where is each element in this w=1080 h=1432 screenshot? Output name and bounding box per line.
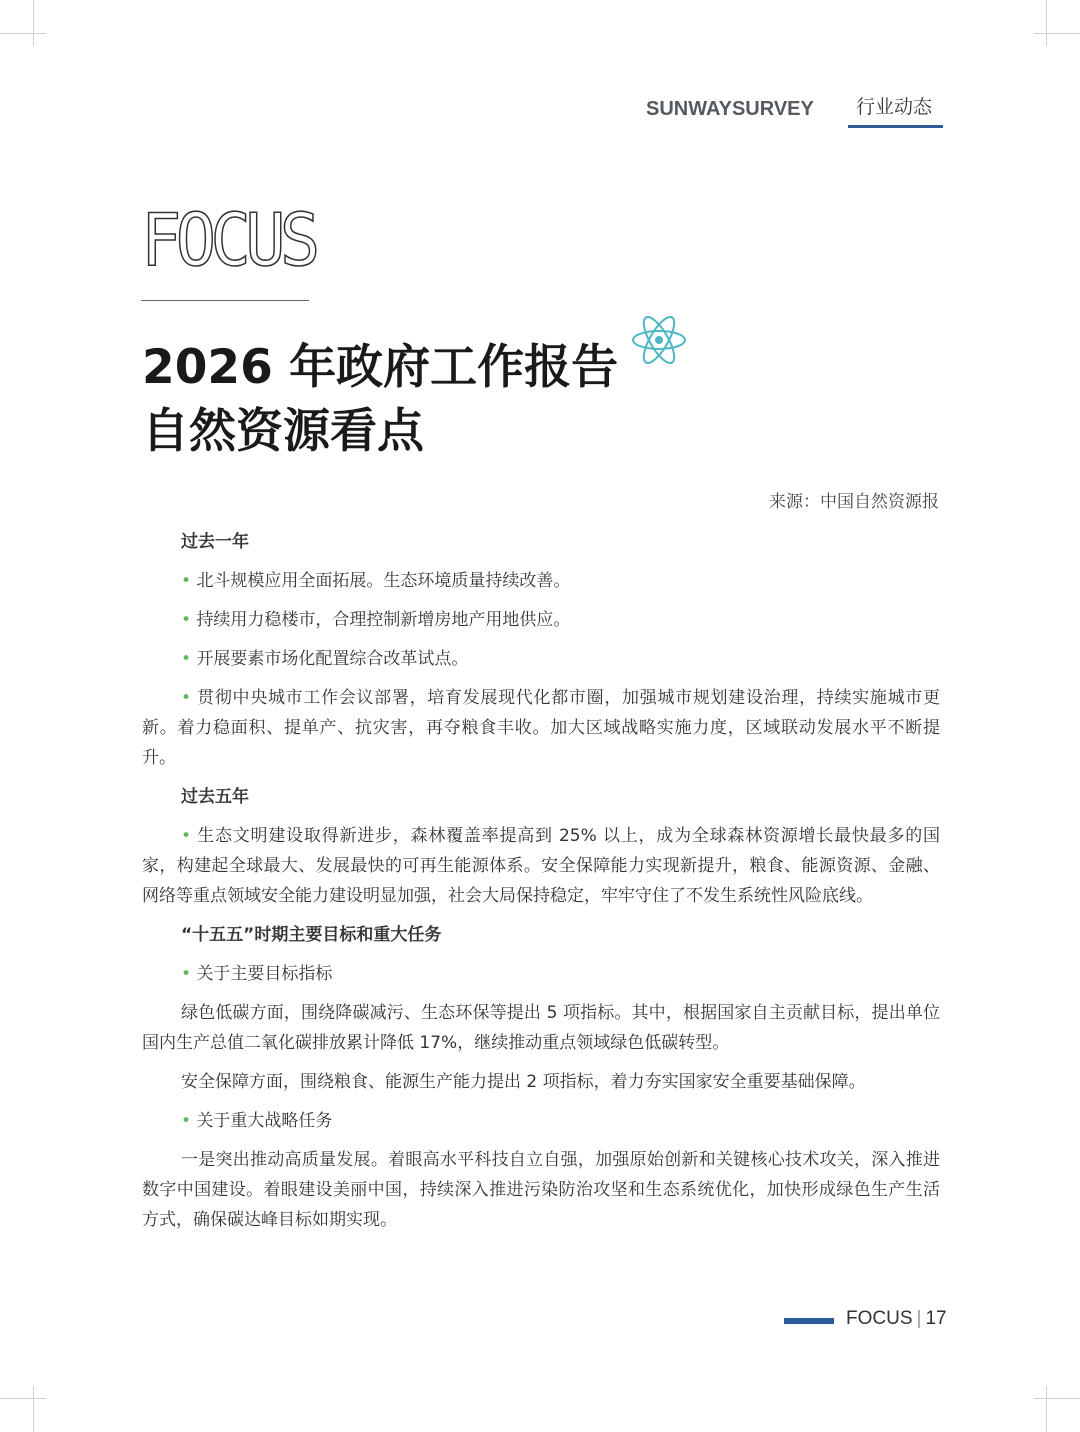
bullet-icon: • <box>181 610 192 630</box>
bullet-text: 贯彻中央城市工作会议部署，培育发展现代化都市圈，加强城市规划建设治理，持续实施城市更新。着力稳面积、提单产、抗灾害，再夺粮食丰收。加大区域战略实施力度，区域联动发展水平不断提升。 <box>142 688 940 768</box>
bullet-text: 关于主要目标指标 <box>196 964 333 984</box>
crop-mark <box>1046 0 1047 46</box>
page-title <box>142 336 618 464</box>
bullet-text: 关于重大战略任务 <box>196 1111 333 1131</box>
bullet-item <box>142 605 940 635</box>
bullet-icon: • <box>181 1111 192 1131</box>
bullet-item <box>142 644 940 674</box>
crop-mark <box>1034 33 1080 34</box>
crop-mark <box>33 0 34 46</box>
bullet-text: 持续用力稳楼市，合理控制新增房地产用地供应。 <box>196 610 571 630</box>
paragraph: 一是突出推动高质量发展。着眼高水平科技自立自强，加强原始创新和关键核心技术攻关，深入推进数字中国建设。着眼建设美丽中国，持续深入推进污染防治攻坚和生态系统优化，加快形成绿色生产生活方式，确保碳达峰目标如期实现。 <box>142 1150 940 1230</box>
brand-logo: SUNWAYSURVEY <box>646 98 814 120</box>
footer-separator: | <box>916 1308 922 1329</box>
focus-divider <box>141 300 309 301</box>
section-heading: 过去五年 <box>181 787 249 807</box>
bullet-icon: • <box>181 964 192 984</box>
bullet-item <box>142 566 940 596</box>
page-number: 17 <box>925 1308 947 1329</box>
title-line-1: 2026 年政府工作报告 <box>142 340 619 395</box>
bullet-icon: • <box>181 649 192 669</box>
article-body <box>142 527 940 1244</box>
atom-icon <box>630 311 688 369</box>
crop-mark <box>1046 1386 1047 1432</box>
source-credit: 来源：中国自然资源报 <box>769 492 939 512</box>
crop-mark <box>33 1386 34 1432</box>
focus-heading: FOCUS <box>141 198 315 282</box>
bullet-item <box>142 959 940 989</box>
bullet-text: 生态文明建设取得新进步，森林覆盖率提高到 25% 以上，成为全球森林资源增长最快最多的国家，构建起全球最大、发展最快的可再生能源体系。安全保障能力实现新提升，粮食、能源资源、金融、网络等重点领域安全能力建设明显加强，社会大局保持稳定，牢牢守住了不发生系统性风险底线。 <box>142 826 940 906</box>
section-heading: “十五五”时期主要目标和重大任务 <box>181 925 442 945</box>
bullet-text: 北斗规模应用全面拓展。生态环境质量持续改善。 <box>196 571 571 591</box>
title-line-2: 自然资源看点 <box>142 404 424 459</box>
paragraph: 绿色低碳方面，围绕降碳减污、生态环保等提出 5 项指标。其中，根据国家自主贡献目标，提出单位国内生产总值二氧化碳排放累计降低 17%，继续推动重点领域绿色低碳转型。 <box>142 1003 940 1053</box>
bullet-icon: • <box>181 688 192 708</box>
crop-mark <box>1034 1398 1080 1399</box>
page-footer <box>846 1308 947 1330</box>
crop-mark <box>0 1398 46 1399</box>
crop-mark <box>0 33 46 34</box>
bullet-icon: • <box>181 826 192 846</box>
bullet-icon: • <box>181 571 192 591</box>
section-heading: 过去一年 <box>181 532 249 552</box>
section-underline <box>848 125 943 128</box>
footer-accent-bar <box>784 1318 834 1324</box>
bullet-item <box>142 683 940 773</box>
paragraph: 安全保障方面，围绕粮食、能源生产能力提出 2 项指标，着力夯实国家安全重要基础保障。 <box>181 1072 866 1092</box>
bullet-text: 开展要素市场化配置综合改革试点。 <box>196 649 469 669</box>
bullet-item <box>142 821 940 911</box>
footer-label: FOCUS <box>846 1308 913 1329</box>
bullet-item <box>142 1106 940 1136</box>
section-label: 行业动态 <box>856 96 933 118</box>
